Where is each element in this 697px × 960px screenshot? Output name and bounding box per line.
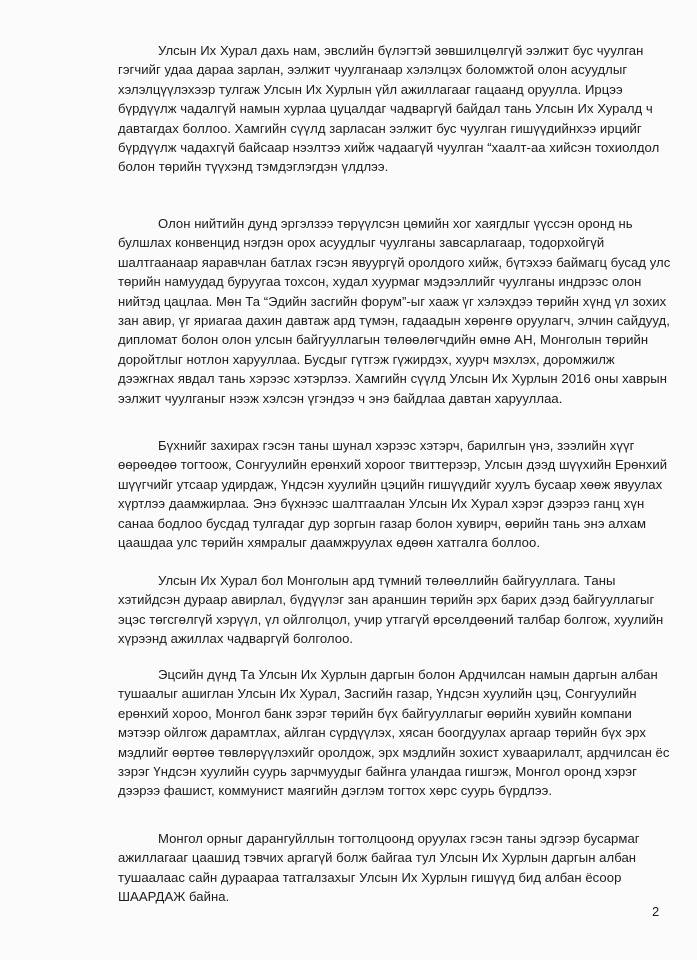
paragraph-2: Олон нийтийн дунд эргэлзээ төрүүлсэн цөмийн хог хаягдлыг үүссэн оронд нь булшлах конвенцид нэгдэн орох асуудлыг чуулганы завсарлагаар, тодорхойгүй шалтгаанаар яаравчлан батлах гэсэн явуургүй оролдого хийж, бүтэхээ баймагц бусад улс төрийн намуудад буруугаа тохсон, худал хуурмаг мэдээллийг чуулганы индрээс олон нийтэд цацлаа. Мөн Та “Эдийн засгийн форум”-ыг хааж үг хэлэхдээ төрийн хүнд үл зохих зан авир, үг яриагаа дахин давтаж ард түмэн, гадаадын хөрөнгө оруулагч, элчин сайдууд, дипломат болон олон улсын байгууллагын төлөөлөгчдийн өмнө АН, Монголын төрийн доройтлыг нотлон харууллаа. Бусдыг гүтгэж гүжирдэх, хуурч мэхлэх, доромжилж дээжгнах явдал тань хэрээс хэтэрлээ. Хамгийн сүүлд Улсын Их Хурлын 2016 оны хаврын ээлжит чуулганыг нээж хэлсэн үгэндээ ч энэ байдлаа давтан харууллаа. [118, 216, 671, 406]
paragraph-1: Улсын Их Хурал дахь нам, эвслийн бүлэгтэй зөвшилцөлгүй ээлжит бус чуулган гэгчийг удаа дараа зарлан, ээлжит чуулганаар хэлэлцэх боломжтой олон асуудлыг хэлэлцүүлэхээр тулгаж Улсын Их Хурлын үйл ажиллагааг гацаанд оруулла. Ирцээ бүрдүүлж чадалгүй намын хурлаа цуцалдаг чадваргүй байдал тань Улсын Их Хуралд ч давтагдах боллоо. Хамгийн сүүлд зарласан ээлжит бус чуулган гишүүдийнхээ ирцийг бүрдүүлж чадахгүй байсаар нээлтээ хийж чадаагүй чуулган “хаалт-аа хийсэн тохиолдол болон төрийн түүхэнд тэмдэглэгдэн үлдлээ. [118, 43, 660, 175]
page-number: 2 [652, 904, 660, 919]
paragraph-3: Бүхнийг захирах гэсэн таны шунал хэрээс хэтэрч, барилгын үнэ, зээлийн хүүг өөрөөдөө тогтоож, Сонгуулийн ерөнхий хороог твиттерээр, Улсын дээд шүүхийн Ерөнхий шүүгчийг утсаар удирдаж, Үндсэн хуулийн цэцийн гишүүдийг хуулъ бусаар хөөж явуулах хүртлээ даамжирлаа. Энэ бүхнээс шалтгаалан Улсын Их Хурал хэрэг дээрээ ганц хүн санаа бодлоо бусдад тулгадаг дур зоргын газар болон хувирч, өөрийн тань энэ алхам цаашдаа улс төрийн хямралыг даамжруулах өдөөн хатгалга боллоо. [118, 438, 668, 551]
paragraph-4: Улсын Их Хурал бол Монголын ард түмний төлөөллийн байгууллага. Таны хэтийдсэн дураар авирлал, бүдүүлэг зан араншин төрийн эрх барих дээд байгууллагыг эцэс төгсгөлгүй хэрүүл, үл ойлголцол, учир утгагүй өрсөлдөөний талбар болгож, хуулийн хүрээнд ажиллах чадваргүй болголоо. [118, 573, 664, 647]
paragraph-6: Монгол орныг дарангуйллын тогтолцоонд оруулах гэсэн таны эдгээр бусармаг ажиллагааг цаашид тэвчих аргагүй болж байгаа тул Улсын Их Хурлын даргын албан тушаалаас сайн дураараа татгалзахыг Улсын Их Хурлын гишүүд бид албан ёсоор ШААРДАЖ байна. [118, 831, 640, 905]
paragraph-5: Эцсийн дүнд Та Улсын Их Хурлын даргын болон Ардчилсан намын даргын албан тушаалыг ашиглан Улсын Их Хурал, Засгийн газар, Үндсэн хуулийн цэц, Сонгуулийн ерөнхий хороо, Монгол банк зэрэг төрийн бүх байгууллагыг өөрийн хувийн компани мэтээр ойлгож дарамтлах, айлган сүрдүүлэх, хясан боогдуулах аргаар төрийн бүх эрх мэдлийг өөртөө төвлөрүүлэхийг оролдож, эрх мэдлийн зохист хуваарилалт, ардчилсан ёс зэрэг Үндсэн хуулийн суурь зарчмуудыг байнга уландаа гишгэж, Монгол оронд хэрэг дээрээ фашист, коммунист маягийн дэглэм тогтох хөрс суурь бүрдлээ. [118, 667, 670, 799]
